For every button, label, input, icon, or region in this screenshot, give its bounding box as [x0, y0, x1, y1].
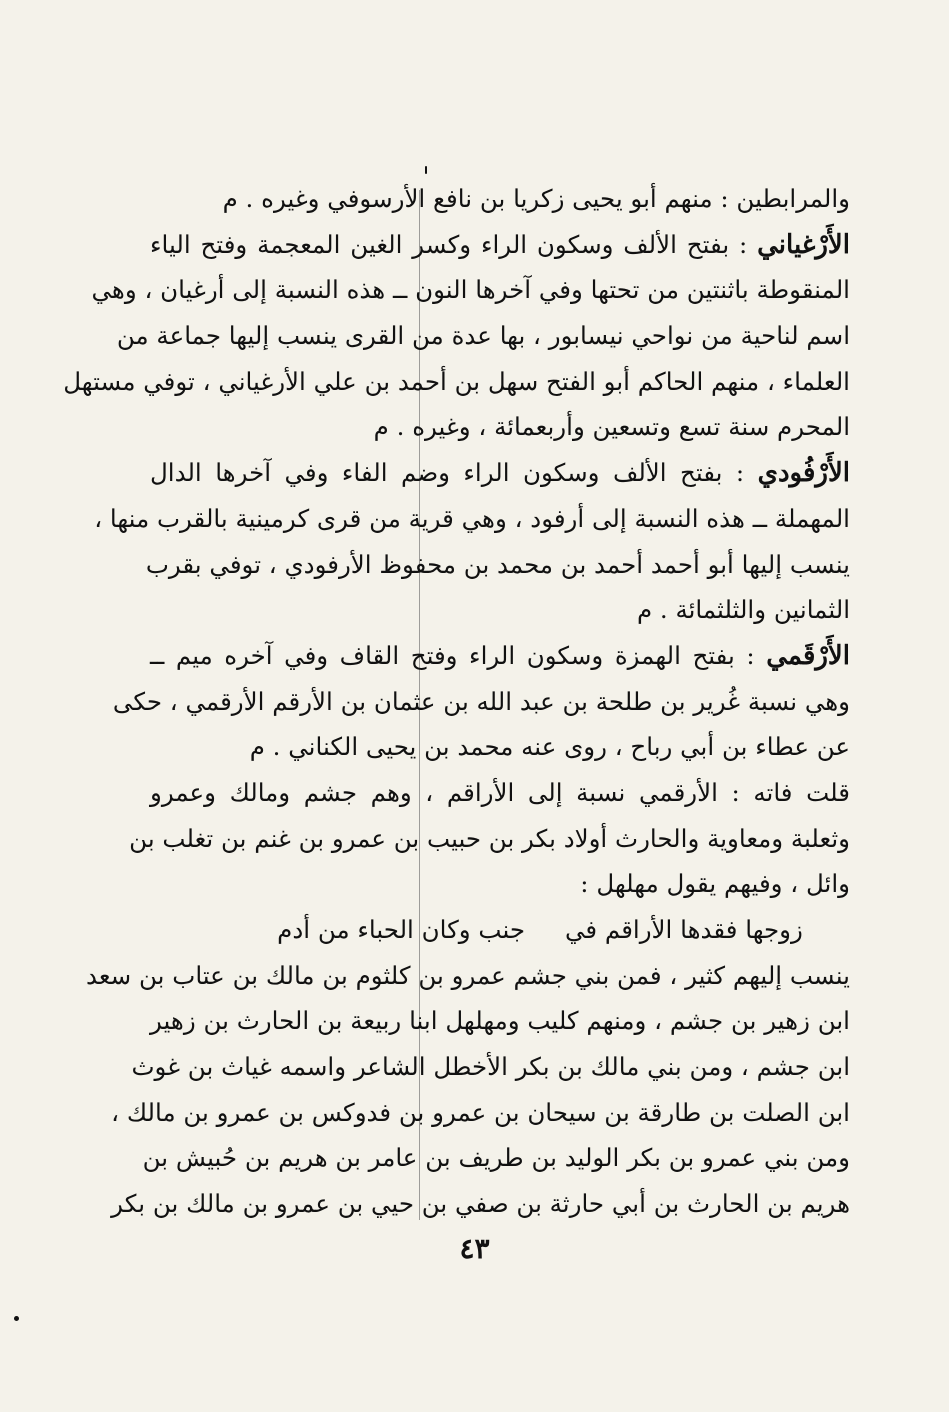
line-text: المحرم سنة تسع وتسعين وأربعمائة ، وغيره . م — [373, 412, 850, 442]
text-line — [150, 724, 850, 770]
line-text: المهملة ــ هذه النسبة إلى أرفود ، وهي قرية من قرى كرمينية بالقرب منها ، — [94, 503, 850, 533]
text-line — [150, 222, 850, 268]
text-line — [150, 998, 850, 1044]
body-text — [63, 176, 850, 1227]
line-text: والمرابطين : منهم أبو يحيى زكريا بن نافع الأرسوفي وغيره . م — [222, 184, 850, 213]
page-number: ٤٣ — [459, 1232, 490, 1265]
entry-heading: الأَرْغياني — [757, 229, 850, 260]
text-line — [116, 313, 850, 359]
text-line — [112, 679, 850, 725]
text-line — [63, 359, 850, 405]
line-text: وائل ، وفيهم يقول مهلهل : — [580, 869, 850, 899]
poem-hemistich-left: جنب وكان الحباء من أدم — [277, 915, 525, 944]
line-text: ينسب إليهم كثير ، فمن بني جشم عمرو بن كلثوم بن مالك بن عتاب بن سعد — [86, 960, 850, 990]
ink-speck — [425, 166, 427, 174]
text-line — [91, 267, 850, 313]
line-text: ابن زهير بن جشم ، ومنهم كليب ومهلهل ابنا ربيعة بن الحارث بن زهير — [150, 1006, 850, 1036]
line-text: هريم بن الحارث بن أبي حارثة بن صفي بن حيي بن عمرو بن مالك بن بكر — [111, 1189, 850, 1219]
line-text: اسم لناحية من نواحي نيسابور ، بها عدة من القرى ينسب إليها جماعة من — [116, 321, 850, 351]
line-text: عن عطاء بن أبي رباح ، روى عنه محمد بن يحيى الكناني . م — [249, 732, 850, 762]
line-text: وهي نسبة غُرير بن طلحة بن عبد الله بن عثمان بن الأرقم الأرقمي ، حكى — [112, 686, 850, 716]
text-line — [129, 816, 850, 862]
line-text: المنقوطة باثنتين من تحتها وفي آخرها النون ــ هذه النسبة إلى أرغيان ، وهي — [91, 275, 850, 305]
text-line — [150, 450, 850, 496]
line-text: قلت فاته : الأرقمي نسبة إلى الأراقم ، وهم جشم ومالك وعمرو — [150, 777, 850, 807]
text-line — [150, 176, 850, 222]
poem-verse — [150, 907, 850, 953]
entry-heading: الأَرْقَمي — [766, 640, 850, 671]
line-text: ينسب إليها أبو أحمد أحمد بن محمد بن محفوظ الأرفودي ، توفي بقرب — [145, 549, 850, 579]
line-text: : بفتح الألف وسكون الراء وكسر الغين المعجمة وفتح الياء — [150, 229, 758, 259]
ink-speck — [14, 1316, 19, 1321]
text-line — [150, 404, 850, 450]
text-line — [150, 861, 850, 907]
text-line — [111, 1090, 850, 1136]
line-text: العلماء ، منهم الحاكم أبو الفتح سهل بن أحمد بن علي الأرغياني ، توفي مستهل — [63, 366, 850, 396]
line-text: الثمانين والثلثمائة . م — [636, 595, 850, 625]
text-line — [150, 633, 850, 679]
entry-heading: الأَرْفُودي — [757, 458, 850, 489]
text-line — [150, 587, 850, 633]
text-line — [94, 496, 850, 542]
line-text: وثعلبة ومعاوية والحارث أولاد بكر بن حبيب بن عمرو بن غنم بن تغلب بن — [129, 823, 850, 853]
text-line — [150, 770, 850, 816]
line-text: ومن بني عمرو بن بكر الوليد بن طريف بن عامر بن هريم بن حُبيش بن — [142, 1143, 850, 1173]
line-text: : بفتح الهمزة وسكون الراء وفتح القاف وفي آخره ميم ــ — [150, 640, 767, 670]
line-text: ابن جشم ، ومن بني مالك بن بكر الأخطل الشاعر واسمه غياث بن غوث — [131, 1052, 850, 1082]
text-line — [86, 953, 850, 999]
line-text: : بفتح الألف وسكون الراء وضم الفاء وفي آخرها الدال — [150, 458, 758, 488]
poem-hemistich-right: زوجها فقدها الأراقم في — [564, 915, 803, 944]
text-line — [145, 542, 850, 588]
text-line — [142, 1135, 850, 1181]
line-text: ابن الصلت بن طارقة بن سيحان بن عمرو بن فدوكس بن عمرو بن مالك ، — [111, 1097, 850, 1127]
text-line — [131, 1044, 850, 1090]
text-line — [111, 1181, 850, 1227]
